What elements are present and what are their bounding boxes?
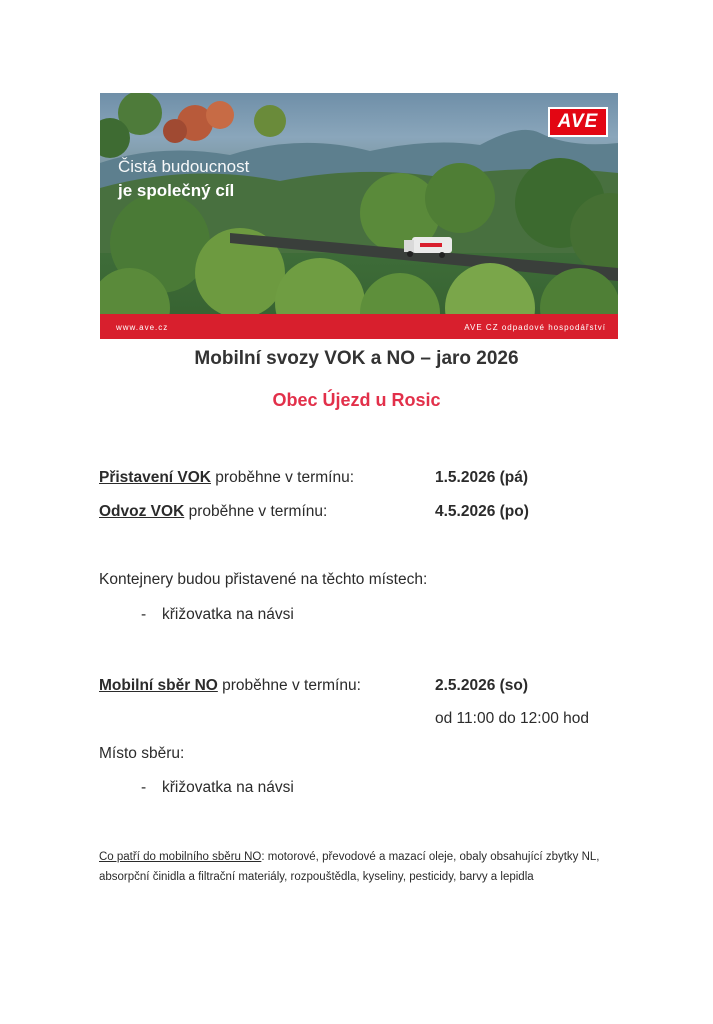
- no-collection-label: Mobilní sběr NO: [99, 677, 218, 694]
- vok-delivery-label: Přistavení VOK: [99, 469, 211, 486]
- company-name: AVE CZ odpadové hospodářství: [464, 323, 606, 332]
- page-title: Mobilní svozy VOK a NO – jaro 2026: [194, 348, 519, 369]
- slogan-line-1: Čistá budoucnost: [118, 157, 250, 176]
- container-location: křižovatka na návsi: [162, 606, 294, 623]
- collection-place: křižovatka na návsi: [162, 779, 294, 796]
- waste-info-text: : motorové, převodové a mazací oleje, obaly obsahující zbytky NL, absorpční činidla a filtrační materiály, rozpouštědla, kyseliny, pesticidy, barvy a lepidla: [99, 851, 600, 883]
- collection-place-heading: Místo sběru:: [99, 745, 185, 762]
- header-banner: [100, 93, 618, 339]
- vok-pickup-label: Odvoz VOK: [99, 503, 185, 520]
- vok-delivery-date: 1.5.2026 (pá): [435, 469, 529, 486]
- landscape-photo: [100, 93, 618, 339]
- banner-footer-bar: [100, 314, 618, 339]
- website-link[interactable]: www.ave.cz: [116, 323, 169, 332]
- list-dash: -: [141, 606, 147, 623]
- vok-delivery-text: proběhne v termínu:: [211, 469, 355, 486]
- ave-logo: AVE: [548, 107, 608, 137]
- vok-pickup-date: 4.5.2026 (po): [435, 503, 529, 520]
- waste-info-label: Co patří do mobilního sběru NO: [99, 851, 262, 863]
- vok-pickup-row: [99, 503, 327, 521]
- slogan-line-2: je společný cíl: [118, 181, 235, 200]
- containers-intro: Kontejnery budou přistavené na těchto místech:: [99, 571, 428, 588]
- no-collection-row: [99, 677, 361, 695]
- no-collection-date: 2.5.2026 (so): [435, 677, 529, 694]
- no-collection-text: proběhne v termínu:: [217, 677, 361, 694]
- waste-info-note: [99, 847, 629, 887]
- vok-pickup-text: proběhne v termínu:: [184, 503, 328, 520]
- list-dash: -: [141, 779, 147, 796]
- municipality-name: Obec Újezd u Rosic: [272, 390, 441, 410]
- vok-delivery-row: [99, 469, 354, 487]
- no-collection-time: od 11:00 do 12:00 hod: [435, 710, 589, 727]
